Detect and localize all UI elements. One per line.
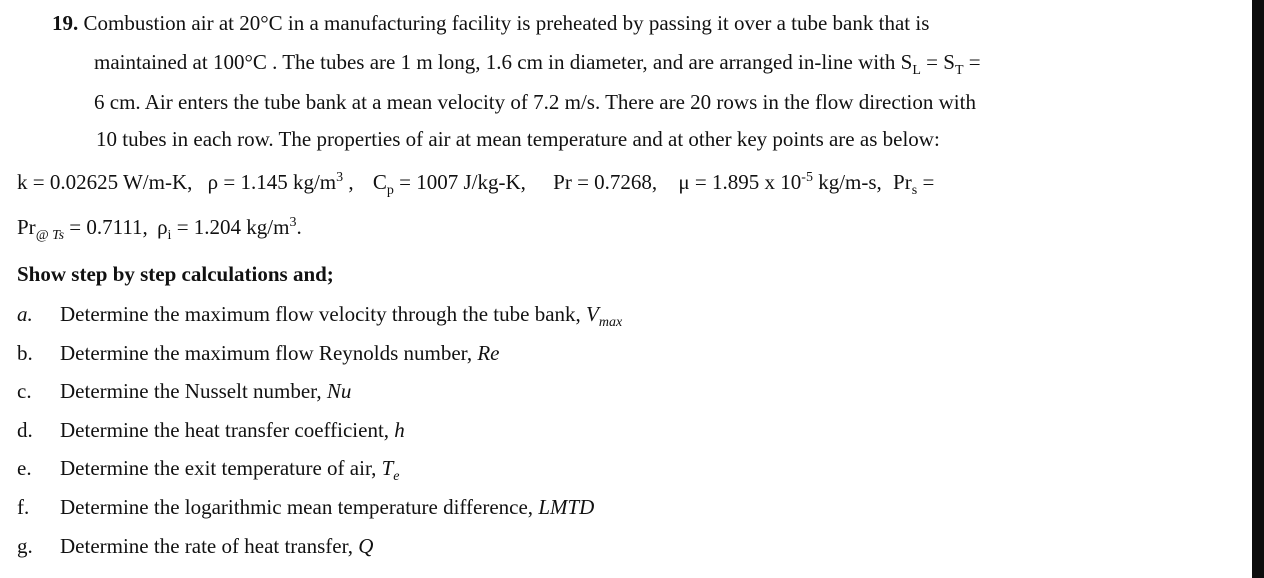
problem-line-3 — [94, 89, 976, 115]
task-variable: V — [586, 302, 599, 326]
task-label: d. — [17, 418, 33, 442]
task-variable: Q — [358, 534, 374, 558]
prop-prs: $Pr_s$ = — [893, 170, 935, 199]
task-text: Determine the maximum flow Reynolds number, — [60, 341, 478, 365]
task-variable: T — [381, 456, 394, 480]
task-label: f. — [17, 495, 30, 519]
prop-pr-ts: $Pr_{@ Ts} = 0.7111$, — [17, 215, 148, 244]
prop-rho-i: $\rho_i = 1.204$ $kg/m^3$. — [157, 215, 302, 244]
problem-line-1 — [52, 10, 929, 36]
prop-cp: $C_p = 1007$ J/kg-K, — [372, 170, 526, 199]
prop-rho: ρ = 1.145 $kg/m^3$ , — [207, 170, 354, 194]
sl-subscript: L — [912, 63, 921, 79]
task-text: Determine the logarithmic mean temperature difference, — [60, 495, 539, 519]
task-text: Determine the Nusselt number, — [60, 379, 327, 403]
task-variable: Re — [477, 341, 500, 365]
task-text: Determine the heat transfer coefficient, — [60, 418, 395, 442]
problem-text-line-3: 6 cm. Air enters the tube bank at a mean velocity of 7.2 m/s. There are 20 rows in the flow direction with — [94, 90, 976, 114]
task-variable: LMTD — [538, 495, 595, 519]
task-label: g. — [17, 534, 33, 558]
task-text: Determine the exit temperature of air, — [60, 456, 382, 480]
task-variable: h — [394, 418, 405, 442]
task-variable: Nu — [326, 379, 352, 403]
prop-k: k = 0.02625 W/m-K, — [17, 170, 193, 194]
problem-text-line-2: maintained at 100°C . The tubes are 1 m long, 1.6 cm in diameter, and are arranged in-line with S — [94, 50, 913, 74]
st-subscript: T — [954, 63, 964, 79]
task-text: Determine the rate of heat transfer, — [60, 534, 359, 558]
window-edge — [1252, 0, 1264, 578]
task-label: b. — [17, 341, 33, 365]
task-variable-sub: max — [598, 315, 623, 331]
task-label: c. — [17, 379, 32, 403]
task-text: Determine the maximum flow velocity through the tube bank, — [60, 302, 587, 326]
problem-line-2 — [94, 49, 981, 79]
task-label: e. — [17, 456, 32, 480]
task-variable-sub: e — [393, 469, 400, 485]
task-label: a. — [17, 302, 33, 326]
problem-text-line-4: 10 tubes in each row. The properties of air at mean temperature and at other key points are as below: — [96, 127, 940, 151]
problem-number: 19. — [52, 11, 79, 35]
st-equals: = — [963, 50, 981, 74]
prop-mu: μ = 1.895 x $10^{-5}$ kg/m-s, — [678, 170, 882, 194]
sl-equals: = S — [920, 50, 955, 74]
prop-pr: Pr = 0.7268, — [553, 170, 658, 194]
instruction-heading: Show step by step calculations and; — [17, 262, 334, 286]
problem-line-4 — [96, 126, 940, 152]
problem-text-line-1: Combustion air at 20°C in a manufacturing facility is preheated by passing it over a tube bank that is — [83, 11, 930, 35]
properties-line-1 — [17, 169, 935, 199]
properties-line-2 — [17, 214, 302, 244]
